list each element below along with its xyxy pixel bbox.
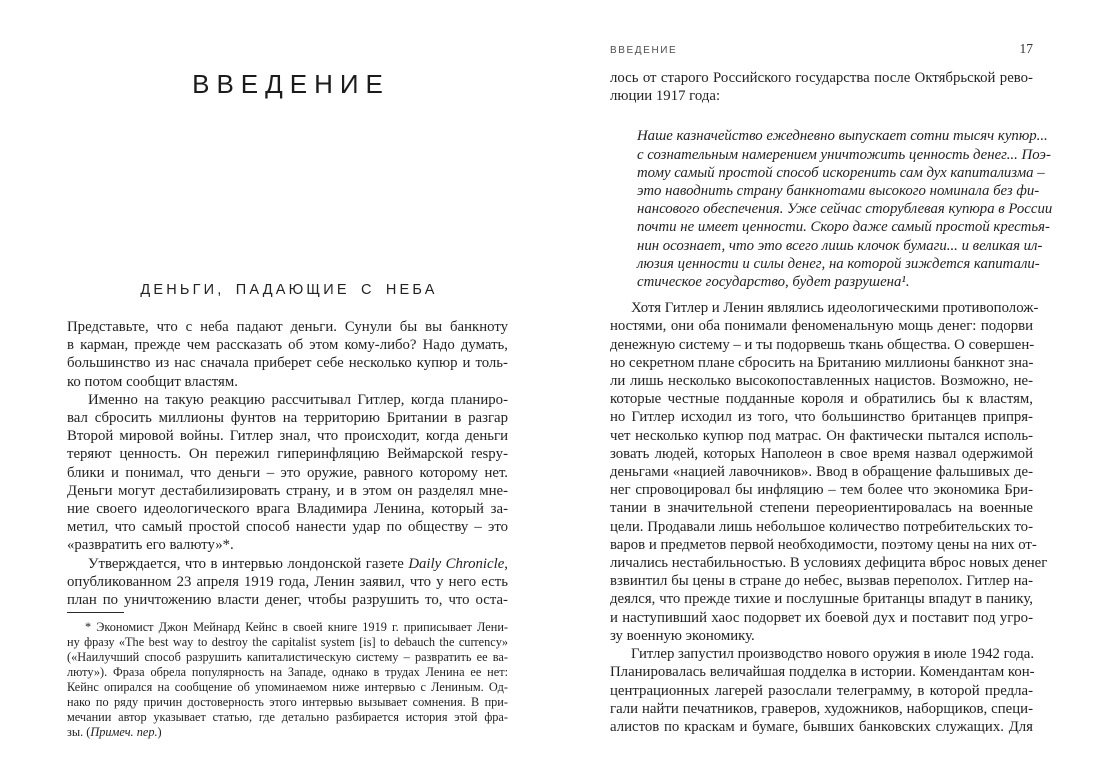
left-page bbox=[67, 0, 508, 740]
text-line: метил, что самый простой способ нанести удар по обществу – это bbox=[67, 519, 508, 536]
text-line: мечании автор указывает статью, где детально разбирается история этой фра- bbox=[67, 710, 508, 725]
running-head: ВВЕДЕНИЕ bbox=[610, 45, 678, 56]
paragraph bbox=[67, 391, 508, 555]
text-line: с сознательным намерением уничтожить ценность денег... Поэ- bbox=[637, 146, 1051, 163]
text-line: личались нестабильностью. В условиях дефицита вброс новых денег bbox=[610, 555, 1048, 572]
text-line: Утверждается, что в интервью лондонской газете Daily Chronicle, bbox=[88, 555, 508, 572]
text-line: нако по ряду причин достоверность этого интервью вызывает сомнения. В при- bbox=[67, 695, 508, 710]
footnote bbox=[67, 612, 508, 740]
text-line: ние своего идеологического врага Владимира Ленина, который за- bbox=[67, 501, 508, 518]
text-line: Наше казначейство ежедневно выпускает сотни тысяч купюр... bbox=[637, 128, 1048, 145]
text-line: Второй мировой войны. Гитлер знал, что происходит, когда деньги bbox=[67, 428, 508, 445]
text-line: тому самый простой способ искоренить сам дух капитализма – bbox=[637, 164, 1045, 181]
text-line: алистов по краскам и бумаге, бывших банковских служащих. Для bbox=[610, 718, 1033, 735]
text-line: но Гитлер исходил из того, что большинство британцев припря- bbox=[610, 409, 1033, 426]
text-line: деньгами «нацией лавочников». Ввод в обращение фальшивых де- bbox=[610, 464, 1033, 481]
text-line: Планировалась величайшая подделка в истории. Комендантам кон- bbox=[610, 664, 1035, 681]
text-line: Представьте, что с неба падают деньги. Сунули бы вы банкноту bbox=[67, 319, 508, 335]
page-header bbox=[610, 42, 1033, 57]
text-line: * Экономист Джон Мейнард Кейнс в своей книге 1919 г. приписывает Лени- bbox=[85, 620, 508, 635]
text-line: «развратить его валюту»*. bbox=[67, 537, 234, 554]
paragraph bbox=[610, 645, 1033, 736]
text-line: и наступивший хаос подорвет их боевой дух и поставит под угро- bbox=[610, 609, 1033, 626]
left-page-body bbox=[67, 318, 508, 609]
text-line: Хотя Гитлер и Ленин являлись идеологическими противополож- bbox=[631, 300, 1039, 317]
text-line: чет несколько купюр под матрас. Он фактически пытался исполь- bbox=[610, 427, 1033, 444]
text-line: люзия ценности и силы денег, на которой зиждется капитали- bbox=[637, 255, 1040, 272]
text-line: Кейнс опирался на сообщение об упоминаемом ниже интервью с Лениным. Од- bbox=[67, 680, 508, 695]
text-line: ко потом сообщит властям. bbox=[67, 373, 238, 390]
text-line: план по уничтожению власти денег, чтобы разрушить то, что оста- bbox=[67, 592, 508, 609]
text-line: ну фразу «The best way to destroy the capitalist system [is] to debauch the currency» bbox=[67, 635, 508, 650]
text-line: нег спровоцировал бы инфляцию – тем более что экономика Бри- bbox=[610, 482, 1033, 499]
paragraph bbox=[610, 69, 1033, 105]
text-line: стическое государство, будет разрушена¹. bbox=[637, 274, 910, 291]
text-line: блики и понимал, что деньги – это оружие, равного которому нет. bbox=[67, 464, 508, 481]
text-line: варов и предметов первой необходимости, поэтому цены на них от- bbox=[610, 536, 1037, 553]
text-line: вал сбросить миллионы фунтов на территорию Британии в разгар bbox=[67, 410, 508, 427]
text-line: тании в значительной степени переориентировалась на военные bbox=[610, 500, 1033, 517]
text-line: взвинтил бы цены в стране до небес, вызвав переполох. Гитлер на- bbox=[610, 573, 1033, 590]
text-line: теряют ценность. Он пережил гиперинфляцию Веймарской respу- bbox=[67, 446, 508, 463]
footnote-divider bbox=[67, 612, 124, 613]
text-line: почти не имеет ценности. Скоро даже самый простой крестья- bbox=[637, 219, 1050, 236]
text-line: Именно на такую реакцию рассчитывал Гитлер, когда планиро- bbox=[88, 391, 508, 408]
page-number: 17 bbox=[1019, 41, 1033, 56]
text-line: цели. Продавали лишь небольшое количество потребительских то- bbox=[610, 518, 1033, 535]
right-page bbox=[610, 0, 1053, 736]
text-line: нансового обеспечения. Уже сейчас сторублевая купюра в России bbox=[637, 201, 1053, 218]
text-line: гали найти печатников, граверов, художников, наборщиков, специ- bbox=[610, 700, 1033, 717]
footnote-text bbox=[67, 620, 508, 740]
text-line: но секретном плане сбросить на Британию миллионы банкнот зна- bbox=[610, 354, 1034, 371]
text-line: зу военную экономику. bbox=[610, 627, 755, 644]
paragraph bbox=[67, 318, 508, 391]
section-heading: ДЕНЬГИ, ПАДАЮЩИЕ С НЕБА bbox=[140, 282, 438, 298]
text-line: в карман, прежде чем рассказать об этом кому-либо? Надо думать, bbox=[67, 337, 508, 354]
text-line: которые честные подданные короля и обратились бы к властям, bbox=[610, 391, 1033, 408]
right-page-body bbox=[610, 69, 1053, 736]
text-line: зовать людей, которых Наполеон в свое время назвал одержимой bbox=[610, 445, 1033, 462]
text-line: опубликованном 23 апреля 1919 года, Ленин заявил, что у него есть bbox=[67, 573, 508, 590]
text-line: Гитлер запустил производство нового оружия в июле 1942 года. bbox=[631, 646, 1035, 663]
chapter-title: ВВЕДЕНИЕ bbox=[192, 69, 390, 99]
text-line: люции 1917 года: bbox=[610, 88, 721, 105]
text-line: ли лишь несколько высокопоставленных нацистов. Возможно, не- bbox=[610, 373, 1033, 390]
text-line: ностями, они оба понимали феноменальную мощь денег: подорви bbox=[610, 318, 1033, 335]
text-line: («Наилучший способ разрушить капиталистическую систему – развратить ее ва- bbox=[67, 650, 508, 665]
text-line: Деньги могут дестабилизировать страну, и в этом он разделял мне- bbox=[67, 482, 508, 499]
text-line: это наводнить страну банкнотами высокого номинала без фи- bbox=[637, 183, 1040, 200]
paragraph bbox=[67, 555, 508, 610]
text-line: центрационных лагерей разослали телеграмму, в которой предла- bbox=[610, 682, 1033, 699]
text-line: лось от старого Российского государства после Октябрьской рево- bbox=[610, 70, 1033, 86]
text-line: денежную систему – и ты подорвешь ткань общества. О совершен- bbox=[610, 336, 1035, 353]
text-line: нин осознает, что это всего лишь клочок бумаги... и великая ил- bbox=[637, 237, 1043, 254]
block-quote bbox=[610, 127, 1053, 291]
text-line: зы. (Примеч. пер.) bbox=[67, 725, 162, 740]
paragraph bbox=[610, 299, 1048, 645]
text-line: деялся, что прежде тихие и послушные британцы впадут в панику, bbox=[610, 591, 1033, 608]
text-line: люту»). Фраза обрела популярность на Западе, однако в трудах Ленина ее нет: bbox=[67, 665, 508, 680]
text-line: большинство из нас сначала приберет себе несколько купюр и толь- bbox=[67, 355, 508, 372]
